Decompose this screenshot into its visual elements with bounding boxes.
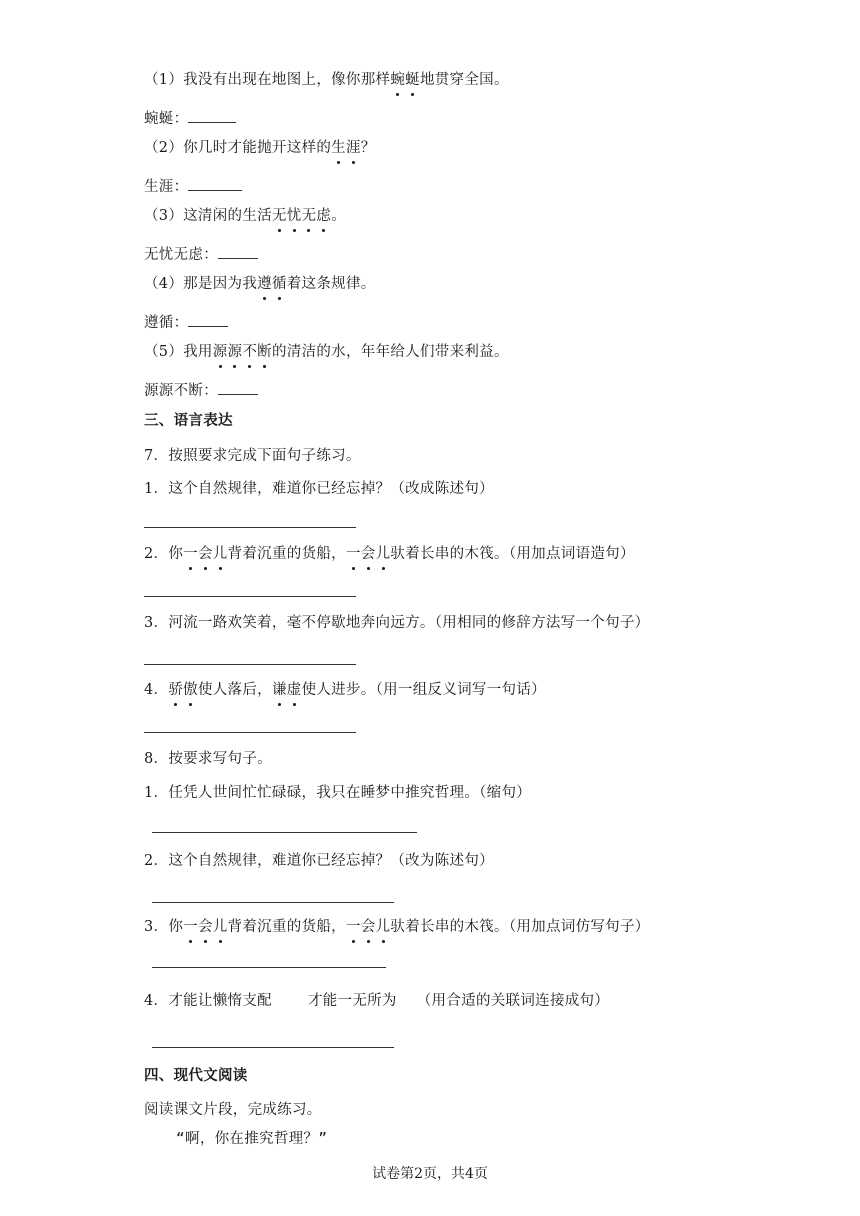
question-text: （5）我用 [144,344,213,360]
vocab-question-3 [144,206,346,226]
vocab-question-5 [144,342,509,362]
emphasis-char: 儿 [212,919,228,935]
emphasis-char: 傲 [183,682,198,698]
q7-sentence-1: 1．这个自然规律，难道你已经忘掉？（改成陈述句） [144,481,494,497]
section-heading-4: 四、现代文阅读 [144,1068,248,1084]
sentence-text: 驮着长串的木筏。（用加点词仿写句子） [390,919,650,935]
q7-stem: 7．按照要求完成下面句子练习。 [144,448,361,464]
answer-line[interactable] [152,1047,394,1048]
page-footer: 试卷第2页，共4页 [372,1166,488,1182]
q8-sentence-3 [144,917,650,937]
question-text: 的清洁的水，年年给人们带来利益。 [271,344,509,360]
answer-blank[interactable] [188,312,228,327]
vocab-answer-4 [144,312,228,333]
q7-sentence-2 [144,544,635,564]
answer-line[interactable] [144,732,356,733]
answer-label: 遵循： [144,315,189,331]
vocab-question-4 [144,274,376,294]
emphasis-char: 源 [212,344,228,360]
emphasis-char: 蜿 [390,72,406,88]
emphasis-char: 无 [301,208,317,224]
q7-sentence-3: 3．河流一路欢笑着，毫不停歇地奔向远方。（用相同的修辞方法写一个句子） [144,615,650,631]
answer-blank[interactable] [218,244,258,259]
emphasis-char: 会 [360,919,376,935]
answer-label: 生涯： [144,179,189,195]
q7-sentence-4 [144,680,546,700]
sentence-text: 才能一无所为 [307,993,397,1009]
dotted-word [183,919,227,935]
emphasis-char: 一 [183,546,198,562]
sentence-text: 驮着长串的木筏。（用加点词语造句） [390,546,635,562]
vocab-question-2 [144,138,376,158]
dotted-word [346,919,390,935]
q8-stem: 8．按要求写句子。 [144,751,272,767]
emphasis-char: 断 [257,344,272,360]
question-text: ？ [360,140,376,156]
emphasis-char: 谦 [271,682,287,698]
dotted-word [168,682,198,698]
emphasis-char: 忧 [286,208,302,224]
reading-quote: “啊，你在推究哲理？” [176,1131,328,1147]
emphasis-char: 虚 [286,682,302,698]
emphasis-char: 蜒 [405,72,420,88]
section-heading-3: 三、语言表达 [144,413,233,429]
emphasis-char: 骄 [168,682,184,698]
answer-label: 源源不断： [144,383,218,399]
answer-line[interactable] [144,664,356,665]
emphasis-char: 生 [331,140,346,156]
question-text: 着这条规律。 [286,276,376,292]
question-text: （1）我没有出现在地图上，像你那样 [144,72,391,88]
emphasis-char: 儿 [375,919,391,935]
answer-label: 蜿蜒： [144,111,189,127]
answer-line[interactable] [144,527,356,528]
sentence-text: 2．你 [144,546,184,562]
emphasis-char: 儿 [212,546,228,562]
answer-blank[interactable] [188,108,236,123]
question-text: （2）你几时才能抛开这样的 [144,140,332,156]
vocab-answer-2 [144,176,242,197]
emphasis-char: 源 [227,344,243,360]
dotted-word [390,72,420,88]
dotted-word [213,344,272,360]
answer-line[interactable] [152,967,386,968]
emphasis-char: 会 [197,919,213,935]
answer-blank[interactable] [218,380,258,395]
emphasis-char: 一 [345,546,361,562]
emphasis-char: 会 [197,546,213,562]
sentence-text: 3．你 [144,919,184,935]
dotted-word [272,208,331,224]
question-text: （3）这清闲的生活 [144,208,272,224]
q8-sentence-4 [144,991,609,1011]
answer-line[interactable] [152,832,417,833]
emphasis-char: 一 [183,919,198,935]
emphasis-char: 涯 [345,140,361,156]
vocab-question-1 [144,70,509,90]
sentence-text: 背着沉重的货船， [227,546,346,562]
dotted-word [257,276,287,292]
emphasis-char: 无 [271,208,287,224]
dotted-word [183,546,227,562]
question-text: 。 [331,208,346,224]
vocab-answer-1 [144,108,236,129]
emphasis-char: 一 [345,919,361,935]
emphasis-char: 循 [271,276,287,292]
reading-intro: 阅读课文片段，完成练习。 [144,1102,322,1118]
emphasis-char: 不 [242,344,258,360]
answer-line[interactable] [144,596,356,597]
dotted-word [346,546,390,562]
vocab-answer-3 [144,244,258,265]
q8-sentence-2: 2．这个自然规律，难道你已经忘掉？（改为陈述句） [144,853,494,869]
sentence-text: 4．才能让懒惰支配 [144,993,272,1009]
emphasis-char: 虑 [316,208,332,224]
sentence-text: 使人进步。（用一组反义词写一句话） [301,682,546,698]
question-text: 地贯穿全国。 [419,72,509,88]
sentence-text: 4． [144,682,169,698]
dotted-word [272,682,302,698]
answer-label: 无忧无虑： [144,247,218,263]
sentence-text: （用合适的关联词连接成句） [416,993,610,1009]
emphasis-char: 遵 [257,276,272,292]
emphasis-char: 会 [360,546,376,562]
vocab-answer-5 [144,380,258,401]
question-text: （4）那是因为我 [144,276,258,292]
answer-line[interactable] [152,902,394,903]
dotted-word [331,140,361,156]
q8-sentence-1: 1．任凭人世间忙忙碌碌，我只在睡梦中推究哲理。（缩句） [144,785,532,801]
sentence-text: 背着沉重的货船， [227,919,346,935]
answer-blank[interactable] [188,176,242,191]
sentence-text: 使人落后， [197,682,272,698]
emphasis-char: 儿 [375,546,391,562]
